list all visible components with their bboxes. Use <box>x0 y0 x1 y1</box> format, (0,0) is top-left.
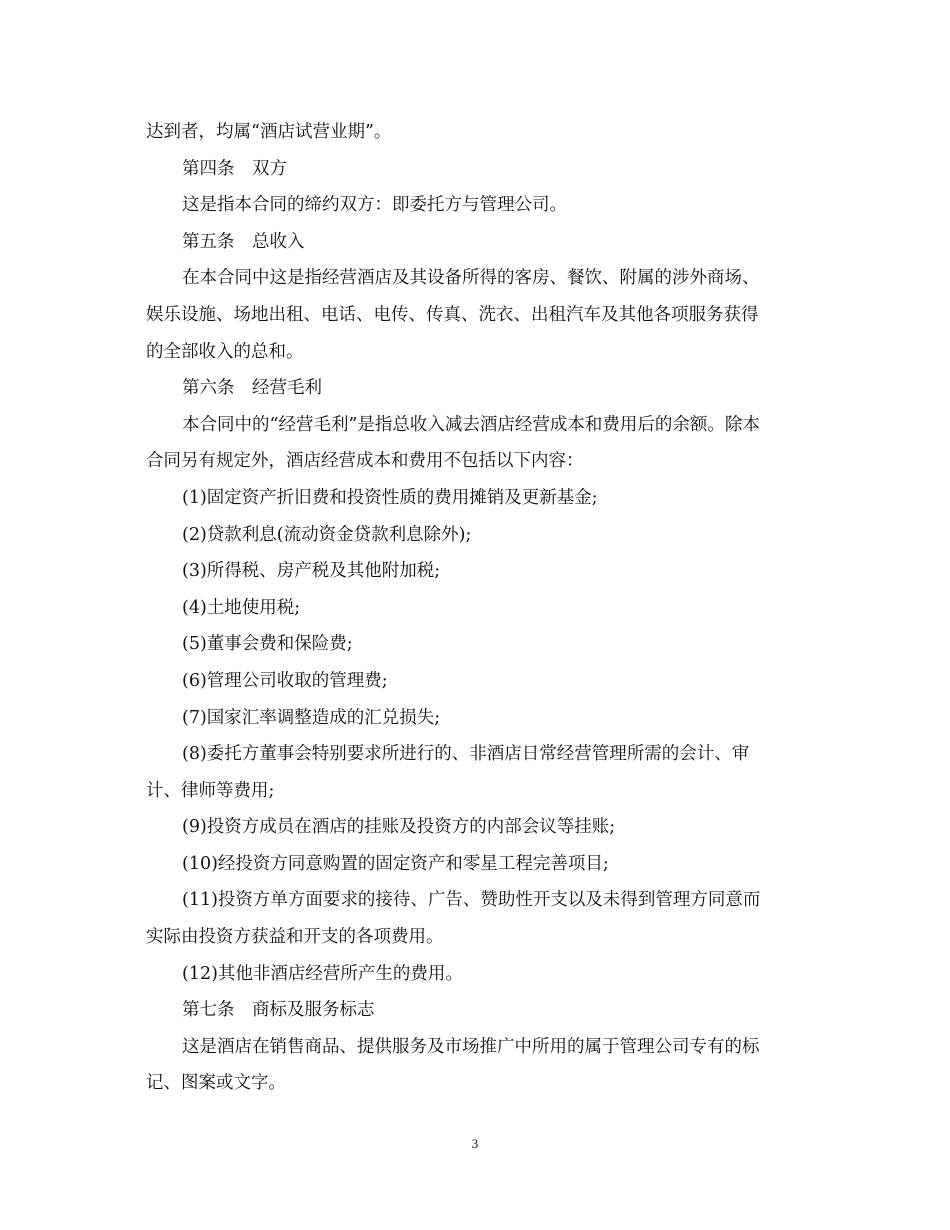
list-item-4: (4)土地使用税; <box>182 597 301 618</box>
article-6-heading: 第六条 经营毛利 <box>182 378 322 399</box>
list-item-8-line-2: 计、律师等费用; <box>146 780 275 801</box>
article-5-text-line-3: 的全部收入的总和。 <box>146 341 304 362</box>
list-item-6: (6)管理公司收取的管理费; <box>182 670 388 691</box>
list-item-12: (12)其他非酒店经营所产生的费用。 <box>182 963 463 984</box>
article-7-heading: 第七条 商标及服务标志 <box>182 1000 375 1021</box>
list-item-11-line-1: (11)投资方单方面要求的接待、广告、赞助性开支以及未得到管理方同意而 <box>182 890 761 911</box>
list-item-5: (5)董事会费和保险费; <box>182 634 353 655</box>
article-5-heading: 第五条 总收入 <box>182 231 305 252</box>
article-7-text-line-1: 这是酒店在销售商品、提供服务及市场推广中所用的属于管理公司专有的标 <box>182 1036 760 1057</box>
article-5-text-line-1: 在本合同中这是指经营酒店及其设备所得的客房、餐饮、附属的涉外商场、 <box>182 268 760 289</box>
article-6-text-line-2: 合同另有规定外，酒店经营成本和费用不包括以下内容： <box>146 451 584 472</box>
article-4-text: 这是指本合同的缔约双方：即委托方与管理公司。 <box>182 195 567 216</box>
list-item-11-line-2: 实际由投资方获益和开支的各项费用。 <box>146 927 444 948</box>
list-item-7: (7)国家汇率调整造成的汇兑损失; <box>182 707 441 728</box>
list-item-1: (1)固定资产折旧费和投资性质的费用摊销及更新基金; <box>182 487 598 508</box>
list-item-10: (10)经投资方同意购置的固定资产和零星工程完善项目; <box>182 853 609 874</box>
body-line-1: 达到者，均属“酒店试营业期”。 <box>146 122 392 142</box>
article-5-text-line-2: 娱乐设施、场地出租、电话、电传、传真、洗衣、出租汽车及其他各项服务获得 <box>146 304 759 325</box>
list-item-9: (9)投资方成员在酒店的挂账及投资方的内部会议等挂账; <box>182 817 616 838</box>
article-6-text-line-1: 本合同中的“经营毛利”是指总收入减去酒店经营成本和费用后的余额。除本 <box>182 414 760 435</box>
article-7-text-line-2: 记、图案或文字。 <box>146 1073 286 1094</box>
list-item-2: (2)贷款利息(流动资金贷款利息除外); <box>182 524 472 545</box>
list-item-8-line-1: (8)委托方董事会特别要求所进行的、非酒店日常经营管理所需的会计、审 <box>182 744 750 765</box>
article-4-heading: 第四条 双方 <box>182 158 287 179</box>
page-number: 3 <box>471 1136 479 1151</box>
document-body <box>146 114 806 1102</box>
list-item-3: (3)所得税、房产税及其他附加税; <box>182 561 441 582</box>
